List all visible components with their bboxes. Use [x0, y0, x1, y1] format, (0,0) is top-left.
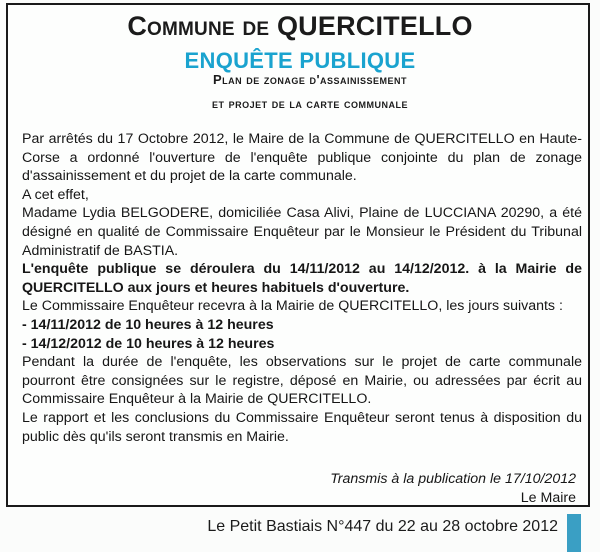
notice-title: [8, 11, 592, 42]
paragraph-decree: Par arrêtés du 17 Octobre 2012, le Maire de la Commune de QUERCITELLO en Haute-Corse a ordonné l'ouverture de l'enquête publique conjointe du plan de zonage d'assainissement et du projet de la carte communale.: [22, 131, 582, 185]
notice-subtitle-line-1: Plan de zonage d'assainissement: [212, 72, 408, 87]
notice-body: [22, 130, 582, 446]
paragraph-report: Le rapport et les conclusions du Commissaire Enquêteur seront tenus à disposition du public dès qu'ils seront transmis en Mairie.: [22, 409, 582, 445]
title-prefix: Commune de: [127, 11, 270, 41]
paragraph-reception: Le Commissaire Enquêteur recevra à la Mairie de QUERCITELLO, les jours suivants :: [22, 298, 563, 315]
signer: Le Maire: [520, 490, 576, 506]
notice-subtitle: ENQUÊTE PUBLIQUE: [184, 48, 416, 73]
accent-bar: [567, 514, 581, 552]
reception-date-2: - 14/12/2012 de 10 heures à 12 heures: [22, 335, 275, 352]
paragraph-dates: L'enquête publique se déroulera du 14/11/2012 au 14/12/2012. à la Mairie de QUERCITELLO aux jours et heures habituels d'ouverture.: [22, 261, 582, 296]
paragraph-effect: A cet effet,: [22, 186, 89, 203]
transmission-note: Transmis à la publication le 17/10/2012: [330, 471, 576, 487]
notice-subtitle-line-2: et projet de la carte communale: [211, 96, 409, 111]
publication-source: Le Petit Bastiais N°447 du 22 au 28 octobre 2012: [207, 518, 558, 535]
paragraph-observations: Pendant la durée de l'enquête, les observations sur le projet de carte communale pourront être consignées sur le registre, déposé en Mairie, ou adressées par écrit au Commissaire Enquêteur à la Mairie de QUERCITELLO.: [22, 354, 582, 408]
title-commune-name: QUERCITELLO: [276, 11, 473, 41]
reception-date-1: - 14/11/2012 de 10 heures à 12 heures: [22, 316, 274, 333]
notice-frame: [6, 3, 590, 507]
paragraph-commissioner: Madame Lydia BELGODERE, domiciliée Casa Alivi, Plaine de LUCCIANA 20290, a été désigné en qualité de Commissaire Enquêteur par le Monsieur le Président du Tribunal Administratif de BASTIA.: [22, 205, 582, 259]
